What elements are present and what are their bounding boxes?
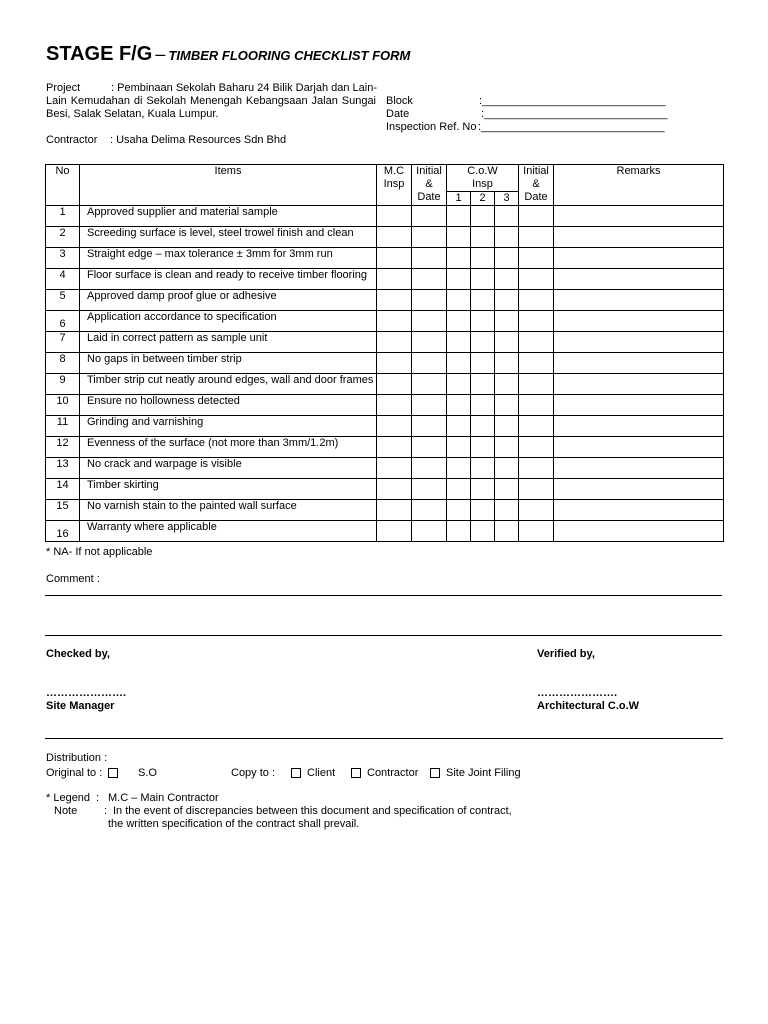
initial-date-2-cell[interactable]: [519, 332, 554, 353]
remarks-cell[interactable]: [554, 353, 724, 374]
mc-insp-cell[interactable]: [377, 437, 412, 458]
row-number: 14: [46, 479, 80, 500]
initial-date-cell[interactable]: [412, 395, 447, 416]
inspection-ref-field[interactable]: :______________________________: [478, 121, 665, 133]
architectural-cow-label: Architectural C.o.W: [537, 700, 640, 712]
cow-3-cell[interactable]: [495, 290, 519, 311]
cow-2-cell[interactable]: [471, 416, 495, 437]
comment-line-2[interactable]: [45, 635, 722, 636]
row-item: Floor surface is clean and ready to receive timber flooring: [80, 269, 377, 290]
remarks-cell[interactable]: [554, 500, 724, 521]
remarks-cell[interactable]: [554, 521, 724, 542]
row-item: Evenness of the surface (not more than 3mm/1.2m): [80, 437, 377, 458]
cow-2-cell[interactable]: [471, 479, 495, 500]
row-number: 9: [46, 374, 80, 395]
table-row: [46, 521, 724, 542]
contractor-value: : Usaha Delima Resources Sdn Bhd: [110, 134, 287, 146]
mc-insp-cell[interactable]: [377, 332, 412, 353]
row-item: Timber strip cut neatly around edges, wall and door frames: [80, 374, 377, 395]
table-row: [46, 290, 724, 311]
cow-2-cell[interactable]: [471, 248, 495, 269]
table-row: [46, 269, 724, 290]
mc-insp-cell[interactable]: [377, 479, 412, 500]
cow-2-cell[interactable]: [471, 206, 495, 227]
row-number: 1: [46, 206, 80, 227]
cow-2-cell[interactable]: [471, 521, 495, 542]
mc-insp-cell[interactable]: [377, 311, 412, 332]
cow-3-cell[interactable]: [495, 521, 519, 542]
project-line-2: Lain Kemudahan di Sekolah Menengah Kebangsaan Jalan Sungai: [46, 95, 376, 107]
table-row: [46, 479, 724, 500]
initial-date-cell[interactable]: [412, 479, 447, 500]
cow-1-cell[interactable]: [447, 206, 471, 227]
na-note: * NA- If not applicable: [46, 546, 153, 558]
signature-divider: [45, 738, 723, 739]
cow-1-cell[interactable]: [447, 416, 471, 437]
cow-1-cell[interactable]: [447, 521, 471, 542]
inspection-ref-label: Inspection Ref. No: [386, 121, 477, 133]
table-row: [46, 353, 724, 374]
note-line-2: the written specification of the contract shall prevail.: [108, 818, 360, 830]
cow-1-cell[interactable]: [447, 500, 471, 521]
note-label: Note: [54, 805, 78, 817]
remarks-cell[interactable]: [554, 395, 724, 416]
site-manager-signature-line[interactable]: ………………….: [46, 687, 127, 699]
cow-3-cell[interactable]: [495, 395, 519, 416]
cow-2-cell[interactable]: [471, 458, 495, 479]
row-item: Ensure no hollowness detected: [80, 395, 377, 416]
header-initial-date-2: Initial & Date: [519, 165, 554, 206]
row-item: Warranty where applicable: [80, 521, 377, 542]
table-row: [46, 437, 724, 458]
remarks-cell[interactable]: [554, 269, 724, 290]
mc-insp-cell[interactable]: [377, 353, 412, 374]
remarks-cell[interactable]: [554, 416, 724, 437]
mc-insp-cell[interactable]: [377, 290, 412, 311]
header-cow-3: 3: [495, 192, 519, 206]
initial-date-2-cell[interactable]: [519, 437, 554, 458]
cow-3-cell[interactable]: [495, 458, 519, 479]
initial-date-2-cell[interactable]: [519, 227, 554, 248]
cow-3-cell[interactable]: [495, 248, 519, 269]
initial-date-cell[interactable]: [412, 437, 447, 458]
remarks-cell[interactable]: [554, 206, 724, 227]
row-number: 13: [46, 458, 80, 479]
contractor-option[interactable]: Contractor: [351, 767, 418, 780]
initial-date-2-cell[interactable]: [519, 269, 554, 290]
table-row: [46, 500, 724, 521]
header-mc-insp: M.C Insp: [377, 165, 412, 206]
remarks-cell[interactable]: [554, 311, 724, 332]
row-number: 10: [46, 395, 80, 416]
header-cow-1: 1: [447, 192, 471, 206]
initial-date-2-cell[interactable]: [519, 479, 554, 500]
cow-3-cell[interactable]: [495, 500, 519, 521]
row-number: 4: [46, 269, 80, 290]
mc-insp-cell[interactable]: [377, 269, 412, 290]
table-row: [46, 311, 724, 332]
verified-by-label: Verified by,: [537, 648, 595, 660]
row-number: 5: [46, 290, 80, 311]
initial-date-cell[interactable]: [412, 248, 447, 269]
remarks-cell[interactable]: [554, 374, 724, 395]
row-item: Approved supplier and material sample: [80, 206, 377, 227]
site-manager-label: Site Manager: [46, 700, 115, 712]
so-option[interactable]: S.O: [108, 767, 157, 780]
project-label: Project: [46, 82, 81, 94]
cow-3-cell[interactable]: [495, 374, 519, 395]
checklist-table: [45, 164, 724, 542]
remarks-cell[interactable]: [554, 479, 724, 500]
row-item: No varnish stain to the painted wall surface: [80, 500, 377, 521]
cow-1-cell[interactable]: [447, 353, 471, 374]
initial-date-cell[interactable]: [412, 227, 447, 248]
initial-date-cell[interactable]: [412, 353, 447, 374]
remarks-cell[interactable]: [554, 290, 724, 311]
block-field[interactable]: :______________________________: [479, 95, 666, 107]
table-row: [46, 332, 724, 353]
cow-3-cell[interactable]: [495, 227, 519, 248]
row-item: Screeding surface is level, steel trowel finish and clean: [80, 227, 377, 248]
row-item: Approved damp proof glue or adhesive: [80, 290, 377, 311]
cow-1-cell[interactable]: [447, 437, 471, 458]
table-row: [46, 458, 724, 479]
initial-date-2-cell[interactable]: [519, 311, 554, 332]
cow-2-cell[interactable]: [471, 290, 495, 311]
block-label: Block: [386, 95, 413, 107]
cow-1-cell[interactable]: [447, 458, 471, 479]
cow-1-cell[interactable]: [447, 248, 471, 269]
mc-insp-cell[interactable]: [377, 416, 412, 437]
cow-2-cell[interactable]: [471, 227, 495, 248]
initial-date-2-cell[interactable]: [519, 206, 554, 227]
initial-date-2-cell[interactable]: [519, 458, 554, 479]
row-item: No crack and warpage is visible: [80, 458, 377, 479]
form-name: TIMBER FLOORING CHECKLIST FORM: [168, 48, 411, 63]
page-title: [46, 43, 410, 66]
row-item: No gaps in between timber strip: [80, 353, 377, 374]
client-option[interactable]: Client: [291, 767, 335, 780]
initial-date-cell[interactable]: [412, 269, 447, 290]
remarks-cell[interactable]: [554, 437, 724, 458]
legend-label: * Legend: [46, 792, 91, 804]
cow-2-cell[interactable]: [471, 395, 495, 416]
cow-3-cell[interactable]: [495, 437, 519, 458]
site-joint-filing-option[interactable]: Site Joint Filing: [430, 767, 521, 780]
cow-3-cell[interactable]: [495, 353, 519, 374]
initial-date-2-cell[interactable]: [519, 395, 554, 416]
note-colon: :: [104, 805, 108, 817]
remarks-cell[interactable]: [554, 458, 724, 479]
table-row: [46, 206, 724, 227]
cow-3-cell[interactable]: [495, 479, 519, 500]
cow-3-cell[interactable]: [495, 332, 519, 353]
cow-3-cell[interactable]: [495, 206, 519, 227]
cow-1-cell[interactable]: [447, 395, 471, 416]
cow-1-cell[interactable]: [447, 269, 471, 290]
copy-to-label: Copy to :: [231, 767, 276, 779]
header-items: Items: [80, 165, 377, 206]
cow-2-cell[interactable]: [471, 500, 495, 521]
cow-3-cell[interactable]: [495, 311, 519, 332]
row-item: Laid in correct pattern as sample unit: [80, 332, 377, 353]
date-field[interactable]: :______________________________: [481, 108, 668, 120]
header-cow-2: 2: [471, 192, 495, 206]
mc-insp-cell[interactable]: [377, 227, 412, 248]
initial-date-2-cell[interactable]: [519, 248, 554, 269]
initial-date-cell[interactable]: [412, 521, 447, 542]
table-row: [46, 395, 724, 416]
header-cow-insp: C.o.W Insp: [447, 165, 519, 192]
initial-date-2-cell[interactable]: [519, 500, 554, 521]
checked-by-label: Checked by,: [46, 648, 110, 660]
project-line-1: : Pembinaan Sekolah Baharu 24 Bilik Darjah dan Lain-: [111, 82, 377, 94]
row-item: Grinding and varnishing: [80, 416, 377, 437]
cow-1-cell[interactable]: [447, 290, 471, 311]
date-label: Date: [386, 108, 410, 120]
initial-date-2-cell[interactable]: [519, 290, 554, 311]
cow-2-cell[interactable]: [471, 311, 495, 332]
initial-date-cell[interactable]: [412, 458, 447, 479]
row-number: 16: [46, 521, 80, 542]
mc-insp-cell[interactable]: [377, 206, 412, 227]
table-row: [46, 374, 724, 395]
header-remarks: Remarks: [554, 165, 724, 206]
client-checkbox[interactable]: [291, 768, 301, 778]
cow-1-cell[interactable]: [447, 332, 471, 353]
comment-line-1[interactable]: [45, 595, 722, 596]
original-to-label: Original to :: [46, 767, 103, 779]
mc-insp-cell[interactable]: [377, 248, 412, 269]
project-line-3: Besi, Salak Selatan, Kuala Lumpur.: [46, 108, 219, 120]
initial-date-2-cell[interactable]: [519, 416, 554, 437]
row-number: 2: [46, 227, 80, 248]
contractor-checkbox[interactable]: [351, 768, 361, 778]
row-number: 12: [46, 437, 80, 458]
legend-text: M.C – Main Contractor: [108, 792, 219, 804]
row-number: 7: [46, 332, 80, 353]
header-initial-date: Initial & Date: [412, 165, 447, 206]
cow-2-cell[interactable]: [471, 353, 495, 374]
row-number: 11: [46, 416, 80, 437]
initial-date-cell[interactable]: [412, 206, 447, 227]
comment-label: Comment :: [46, 573, 100, 585]
mc-insp-cell[interactable]: [377, 500, 412, 521]
initial-date-cell[interactable]: [412, 374, 447, 395]
row-item: Application accordance to specification: [80, 311, 377, 332]
row-number: 8: [46, 353, 80, 374]
row-number: 6: [46, 311, 80, 332]
initial-date-2-cell[interactable]: [519, 374, 554, 395]
cow-2-cell[interactable]: [471, 332, 495, 353]
cow-2-cell[interactable]: [471, 437, 495, 458]
site-joint-filing-checkbox[interactable]: [430, 768, 440, 778]
note-line-1: In the event of discrepancies between this document and specification of contract,: [113, 805, 512, 817]
initial-date-cell[interactable]: [412, 416, 447, 437]
legend-colon: :: [96, 792, 100, 804]
initial-date-cell[interactable]: [412, 311, 447, 332]
contractor-label: Contractor: [46, 134, 98, 146]
remarks-cell[interactable]: [554, 332, 724, 353]
initial-date-cell[interactable]: [412, 332, 447, 353]
cow-2-cell[interactable]: [471, 374, 495, 395]
cow-1-cell[interactable]: [447, 374, 471, 395]
cow-1-cell[interactable]: [447, 479, 471, 500]
mc-insp-cell[interactable]: [377, 374, 412, 395]
mc-insp-cell[interactable]: [377, 458, 412, 479]
cow-3-cell[interactable]: [495, 269, 519, 290]
row-number: 3: [46, 248, 80, 269]
initial-date-cell[interactable]: [412, 290, 447, 311]
distribution-label: Distribution :: [46, 752, 108, 764]
row-number: 15: [46, 500, 80, 521]
so-checkbox[interactable]: [108, 768, 118, 778]
table-row: [46, 227, 724, 248]
remarks-cell[interactable]: [554, 227, 724, 248]
cow-1-cell[interactable]: [447, 311, 471, 332]
cow-2-cell[interactable]: [471, 269, 495, 290]
initial-date-2-cell[interactable]: [519, 353, 554, 374]
cow-3-cell[interactable]: [495, 416, 519, 437]
mc-insp-cell[interactable]: [377, 521, 412, 542]
table-row: [46, 248, 724, 269]
cow-1-cell[interactable]: [447, 227, 471, 248]
header-no: No: [46, 165, 80, 206]
initial-date-2-cell[interactable]: [519, 521, 554, 542]
title-dash: –: [155, 44, 166, 64]
stage-code: STAGE F/G: [46, 43, 153, 65]
initial-date-cell[interactable]: [412, 500, 447, 521]
cow-signature-line[interactable]: ………………….: [537, 687, 618, 699]
remarks-cell[interactable]: [554, 248, 724, 269]
row-item: Timber skirting: [80, 479, 377, 500]
table-row: [46, 416, 724, 437]
mc-insp-cell[interactable]: [377, 395, 412, 416]
row-item: Straight edge – max tolerance ± 3mm for 3mm run: [80, 248, 377, 269]
